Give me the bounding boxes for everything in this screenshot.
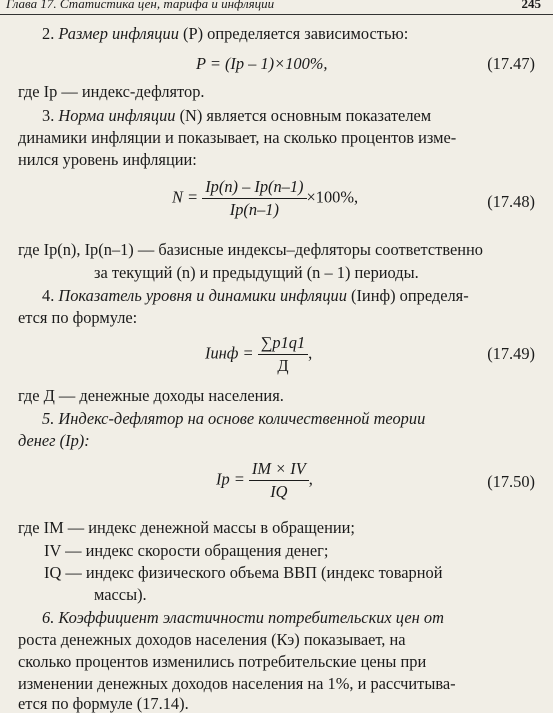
s3-line1: 3. Норма инфляции (N) является основным показателем [42, 106, 432, 125]
fraction: $\frac{IM \times IV}{IQ}$ [249, 458, 309, 503]
s2-intro: 2. Размер инфляции (P) определяется зависимостью: [42, 24, 409, 43]
s6-line3: сколько процентов изменились потребительские цены при [18, 652, 427, 671]
eq-number-17-48: (17.48) [487, 192, 535, 211]
eq-number-17-49: (17.49) [487, 344, 535, 363]
s3-line2: динамики инфляции и показывает, на сколько процентов изме- [18, 128, 457, 147]
s5-where3: IQ — индекс физического объема ВВП (индекс товарной [44, 563, 443, 582]
header-rule [0, 14, 553, 15]
s3-line3: нился уровень инфляции: [18, 150, 197, 169]
formula-17-50: Iр = $\frac{IM \times IV}{IQ}$ , [216, 459, 313, 501]
fraction: $\frac{\sum p1q1}{Д}$ [258, 332, 308, 377]
s5-where2: IV — индекс скорости обращения денег; [44, 541, 329, 560]
eq-number-17-50: (17.50) [487, 472, 535, 491]
fraction: $\frac{Ip(n) - Ip(n-1)}{Ip(n-1)}$ [202, 176, 306, 221]
s4-line2: ется по формуле: [18, 308, 138, 327]
s6-line1: 6. Коэффициент эластичности потребительских цен от [42, 608, 444, 627]
s5-line1: 5. Индекс-дефлятор на основе количественной теории [42, 409, 426, 428]
s2-where: где Iр — индекс-дефлятор. [18, 82, 205, 101]
s5-where1: где IM — индекс денежной массы в обращении; [18, 518, 355, 537]
s6-line2: роста денежных доходов населения (Кэ) показывает, на [18, 630, 406, 649]
s3-where2: за текущий (n) и предыдущий (n – 1) периоды. [94, 263, 419, 282]
s3-where1: где Ip(n), Ip(n–1) — базисные индексы–дефляторы соответственно [18, 240, 483, 259]
eq-number-17-47: (17.47) [487, 54, 535, 73]
s6-line5: ется по формуле (17.14). [18, 694, 189, 713]
running-header [0, 0, 553, 15]
formula-17-49: Iинф = $\frac{\sum p1q1}{Д}$ , [205, 333, 313, 375]
s6-line4: изменении денежных доходов населения на 1%, и рассчитыва- [18, 674, 456, 693]
formula-17-47: P = (Iр – 1)×100%, [196, 54, 328, 73]
chapter-title: Глава 17. Статистика цен, тарифа и инфляции [6, 0, 275, 11]
page-number: 245 [521, 0, 541, 11]
s5-line2: денег (Iр): [18, 431, 90, 450]
formula-17-48: N = $\frac{Ip(n) - Ip(n-1)}{Ip(n-1)}$ ×100%, [172, 177, 359, 219]
s4-where: где Д — денежные доходы населения. [18, 386, 284, 405]
s4-line1: 4. Показатель уровня и динамики инфляции (Iинф) определя- [42, 286, 469, 305]
s5-where4: массы). [94, 585, 147, 604]
